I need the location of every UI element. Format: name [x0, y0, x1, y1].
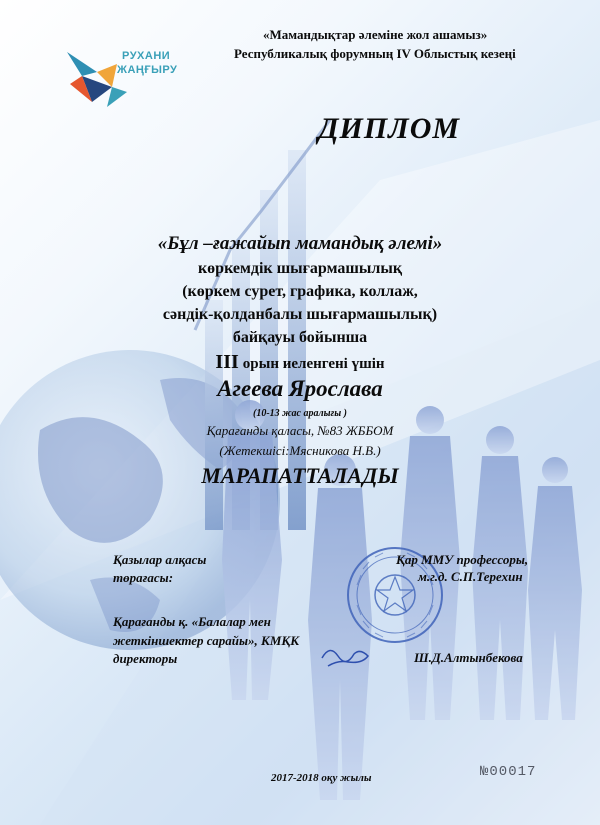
award-place: ІІІ	[215, 351, 239, 373]
serial-number: №00017	[480, 764, 537, 780]
professor-line1: Қар ММУ профессоры,	[396, 552, 529, 567]
awarded-text: МАРАПАТТАЛАДЫ	[201, 463, 399, 488]
recipient-name: Агеева Ярослава	[217, 376, 383, 401]
award-place-text: орын иеленгені үшін	[242, 356, 385, 372]
header-line2: Республикалық форумның IV Облыстық кезеңі	[234, 46, 516, 61]
academic-year: 2017-2018 оқу жылы	[271, 772, 372, 784]
recipient-age: (10-13 жас аралығы )	[252, 408, 348, 419]
award-line	[0, 351, 600, 374]
contest-line2: (көркем сурет, графика, коллаж,	[182, 283, 418, 300]
logo-text-line2: ЖАҢҒЫРУ	[117, 64, 178, 76]
director-line1: Қарағанды қ. «Балалар мен	[113, 614, 271, 629]
contest-name: «Бұл –ғажайып мамандық әлемі»	[157, 233, 443, 254]
director-line2: жеткіншектер сарайы», КМҚК	[113, 633, 300, 648]
jury-chair-line2: төрағасы:	[113, 570, 174, 585]
contest-line3: сәндік-қолданбалы шығармашылық)	[162, 306, 438, 323]
recipient-mentor: (Жетекшісі:Мясникова Н.В.)	[219, 443, 381, 458]
diploma-title: ДИПЛОМ	[318, 112, 461, 145]
professor-line2: м.г.д. С.П.Терехин	[418, 569, 523, 584]
director-line3: директоры	[113, 651, 178, 666]
logo-text-line1: РУХАНИ	[122, 50, 171, 62]
signature	[318, 640, 378, 670]
contest-line4: байқауы бойынша	[232, 329, 368, 346]
contest-line1: көркемдік шығармашылық	[197, 260, 403, 277]
director-name: Ш.Д.Алтынбекова	[414, 650, 523, 665]
jury-chair-line1: Қазылар алқасы	[113, 552, 207, 567]
recipient-school: Қарағанды қаласы, №83 ЖББОМ	[206, 423, 394, 438]
header-line1: «Мамандықтар әлеміне жол ашамыз»	[263, 27, 488, 42]
